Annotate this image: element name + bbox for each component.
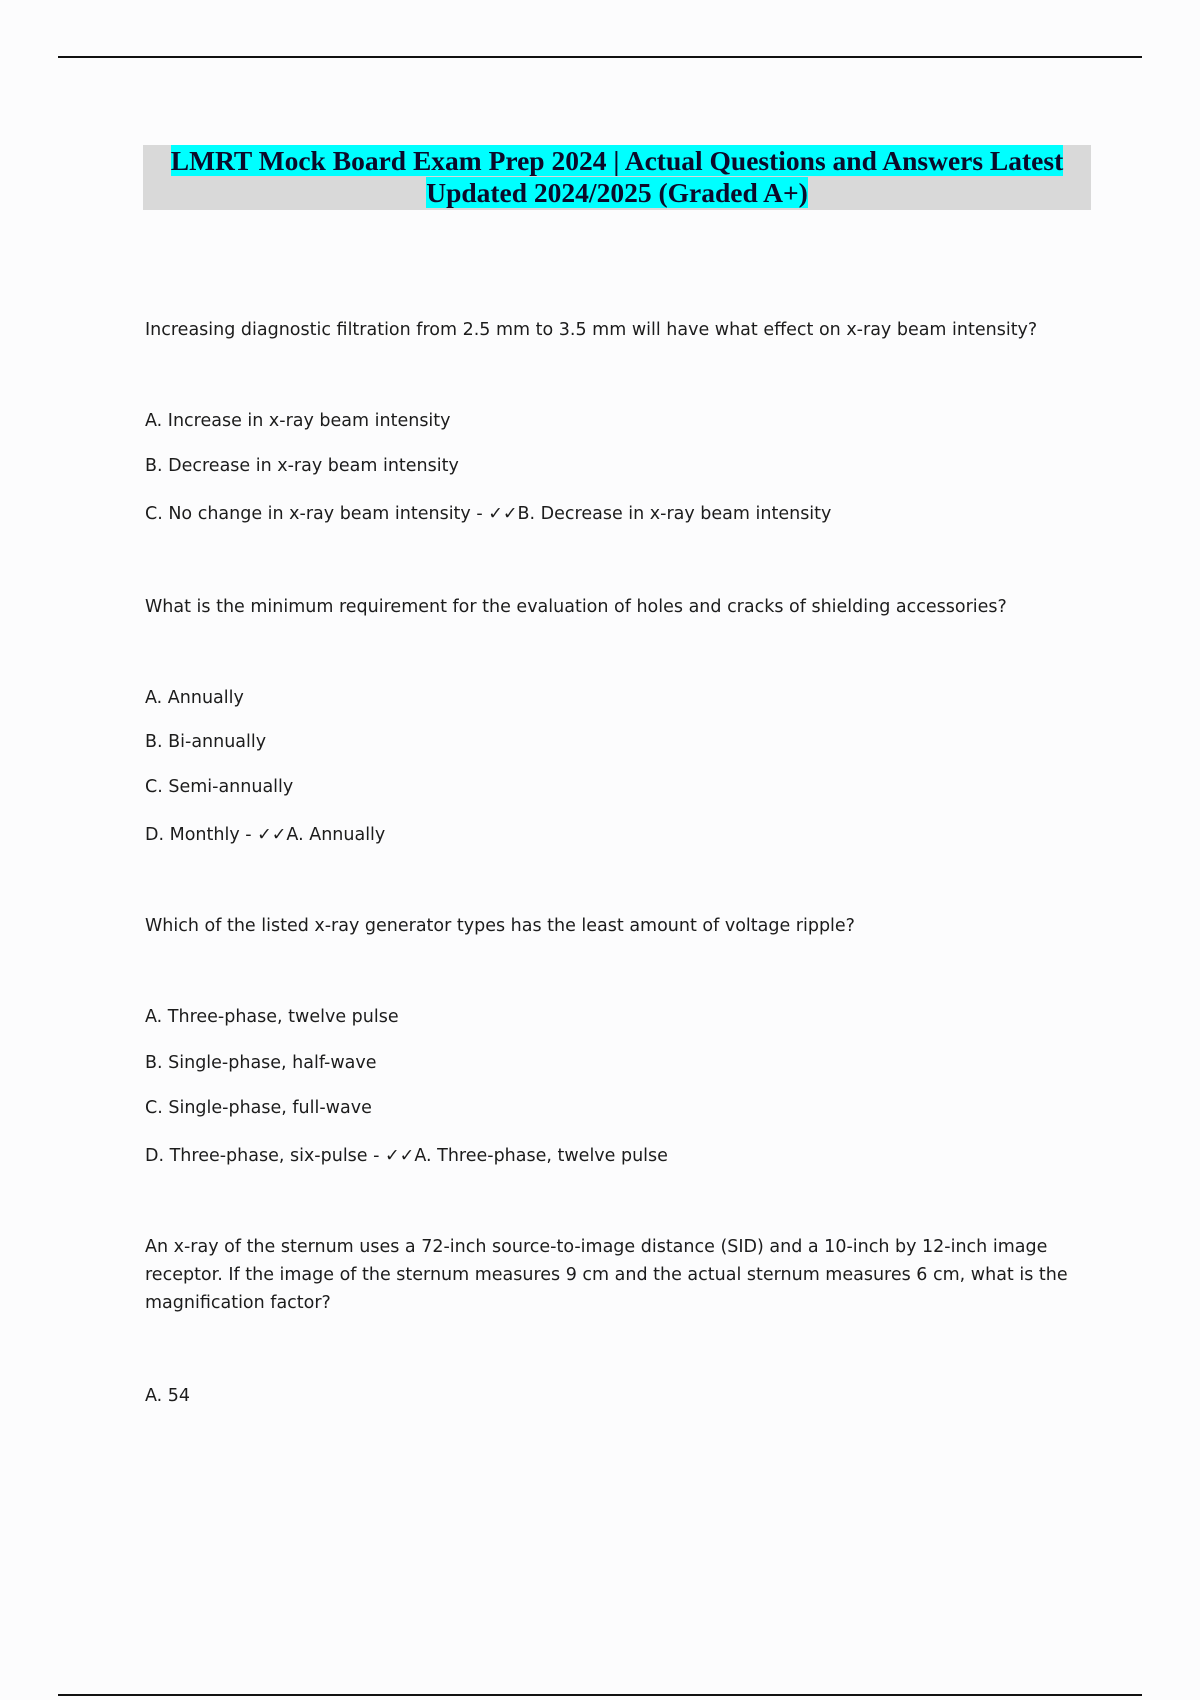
title-line-2: Updated 2024/2025 (Graded A+) bbox=[426, 177, 808, 208]
question-2-option-c: C. Semi-annually bbox=[145, 777, 294, 797]
question-3-option-b: B. Single-phase, half-wave bbox=[145, 1053, 377, 1073]
question-4-text: An x-ray of the sternum uses a 72-inch source-to-image distance (SID) and a 10-inch by 12-inch image receptor. If the image of the sternum measures 9 cm and the actual sternum measures 6 cm, what is the magnification factor? bbox=[145, 1237, 1068, 1313]
question-3-option-c: C. Single-phase, full-wave bbox=[145, 1098, 372, 1118]
title-line-1: LMRT Mock Board Exam Prep 2024 | Actual Questions and Answers Latest bbox=[170, 145, 1064, 176]
question-4-option-a: A. 54 bbox=[145, 1386, 191, 1406]
question-2-option-a: A. Annually bbox=[145, 688, 244, 708]
document-title bbox=[143, 145, 1091, 210]
question-2-option-b: B. Bi-annually bbox=[145, 732, 267, 752]
question-1-text: Increasing diagnostic filtration from 2.5 mm to 3.5 mm will have what effect on x-ray beam intensity? bbox=[145, 320, 1038, 340]
question-3-option-a: A. Three-phase, twelve pulse bbox=[145, 1007, 399, 1027]
question-3-text: Which of the listed x-ray generator types has the least amount of voltage ripple? bbox=[145, 916, 855, 936]
question-1-option-c-answer: C. No change in x-ray beam intensity - ✓✓B. Decrease in x-ray beam intensity bbox=[145, 504, 832, 524]
question-3-option-d-answer: D. Three-phase, six-pulse - ✓✓A. Three-phase, twelve pulse bbox=[145, 1146, 668, 1166]
question-2-option-d-answer: D. Monthly - ✓✓A. Annually bbox=[145, 825, 386, 845]
question-1-option-b: B. Decrease in x-ray beam intensity bbox=[145, 456, 459, 476]
question-2-text: What is the minimum requirement for the evaluation of holes and cracks of shielding accessories? bbox=[145, 597, 1007, 617]
footer-rule bbox=[58, 1694, 1142, 1696]
header-rule bbox=[58, 56, 1142, 58]
question-1-option-a: A. Increase in x-ray beam intensity bbox=[145, 411, 451, 431]
